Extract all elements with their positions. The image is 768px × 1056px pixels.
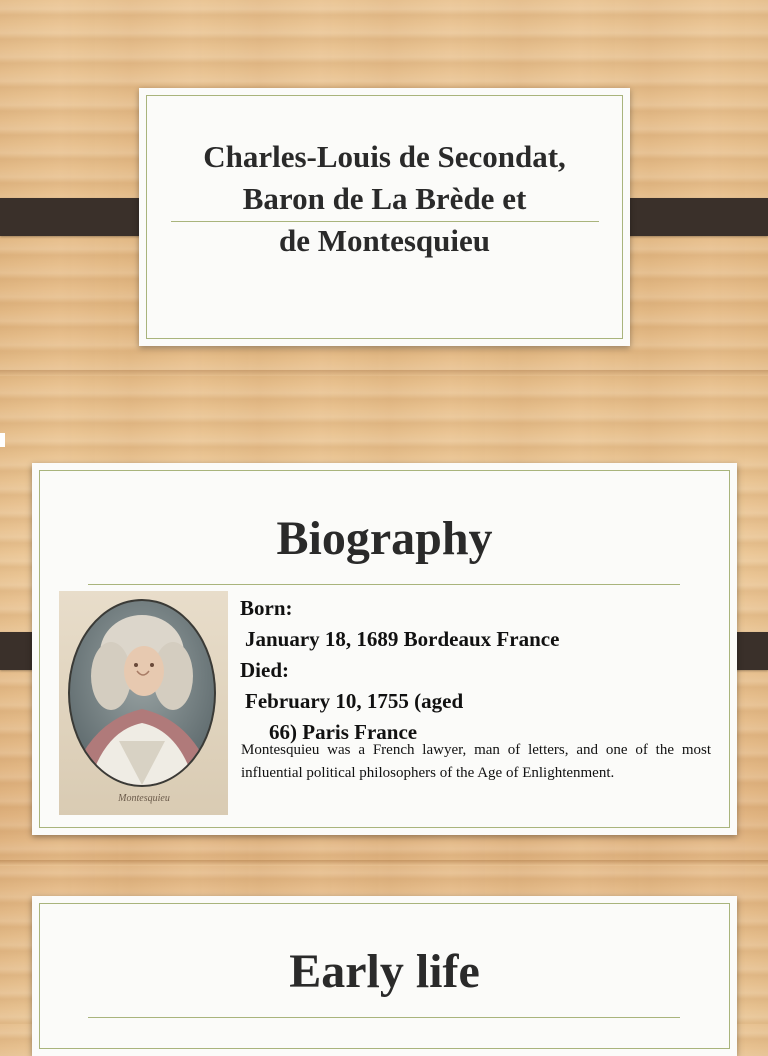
strap-left [0,198,156,236]
title-rule [171,221,599,222]
title-slide[interactable] [139,88,630,346]
portrait-image [59,591,228,815]
died-label: Died: [240,658,289,682]
slide-heading: Early life [289,945,480,998]
born-value: January 18, 1689 Bordeaux France [245,627,560,651]
slide-heading: Biography [276,512,493,565]
died-value: February 10, 1755 (aged [245,689,464,713]
strap-right [613,198,768,236]
bio-facts [240,593,559,748]
born-label: Born: [240,596,293,620]
early-life-slide[interactable] [32,896,737,1056]
biography-slide[interactable] [32,463,737,835]
title-line: Charles-Louis de Secondat, [203,139,566,174]
wood-seam [0,860,768,866]
portrait-drawing [59,591,228,815]
slide-title [139,136,630,262]
heading-rule [88,1017,680,1018]
portrait-signature: Montesquieu [118,793,170,804]
edge-marker [0,433,5,447]
bio-description: Montesquieu was a French lawyer, man of letters, and one of the most influential political philosophers of the Age of Enlightenment. [241,742,711,781]
title-line: Baron de La Brède et [242,181,527,216]
title-line: de Montesquieu [279,223,490,258]
wood-seam [0,370,768,376]
died-value-cont: 66) Paris France [269,720,418,744]
heading-rule [88,584,680,585]
